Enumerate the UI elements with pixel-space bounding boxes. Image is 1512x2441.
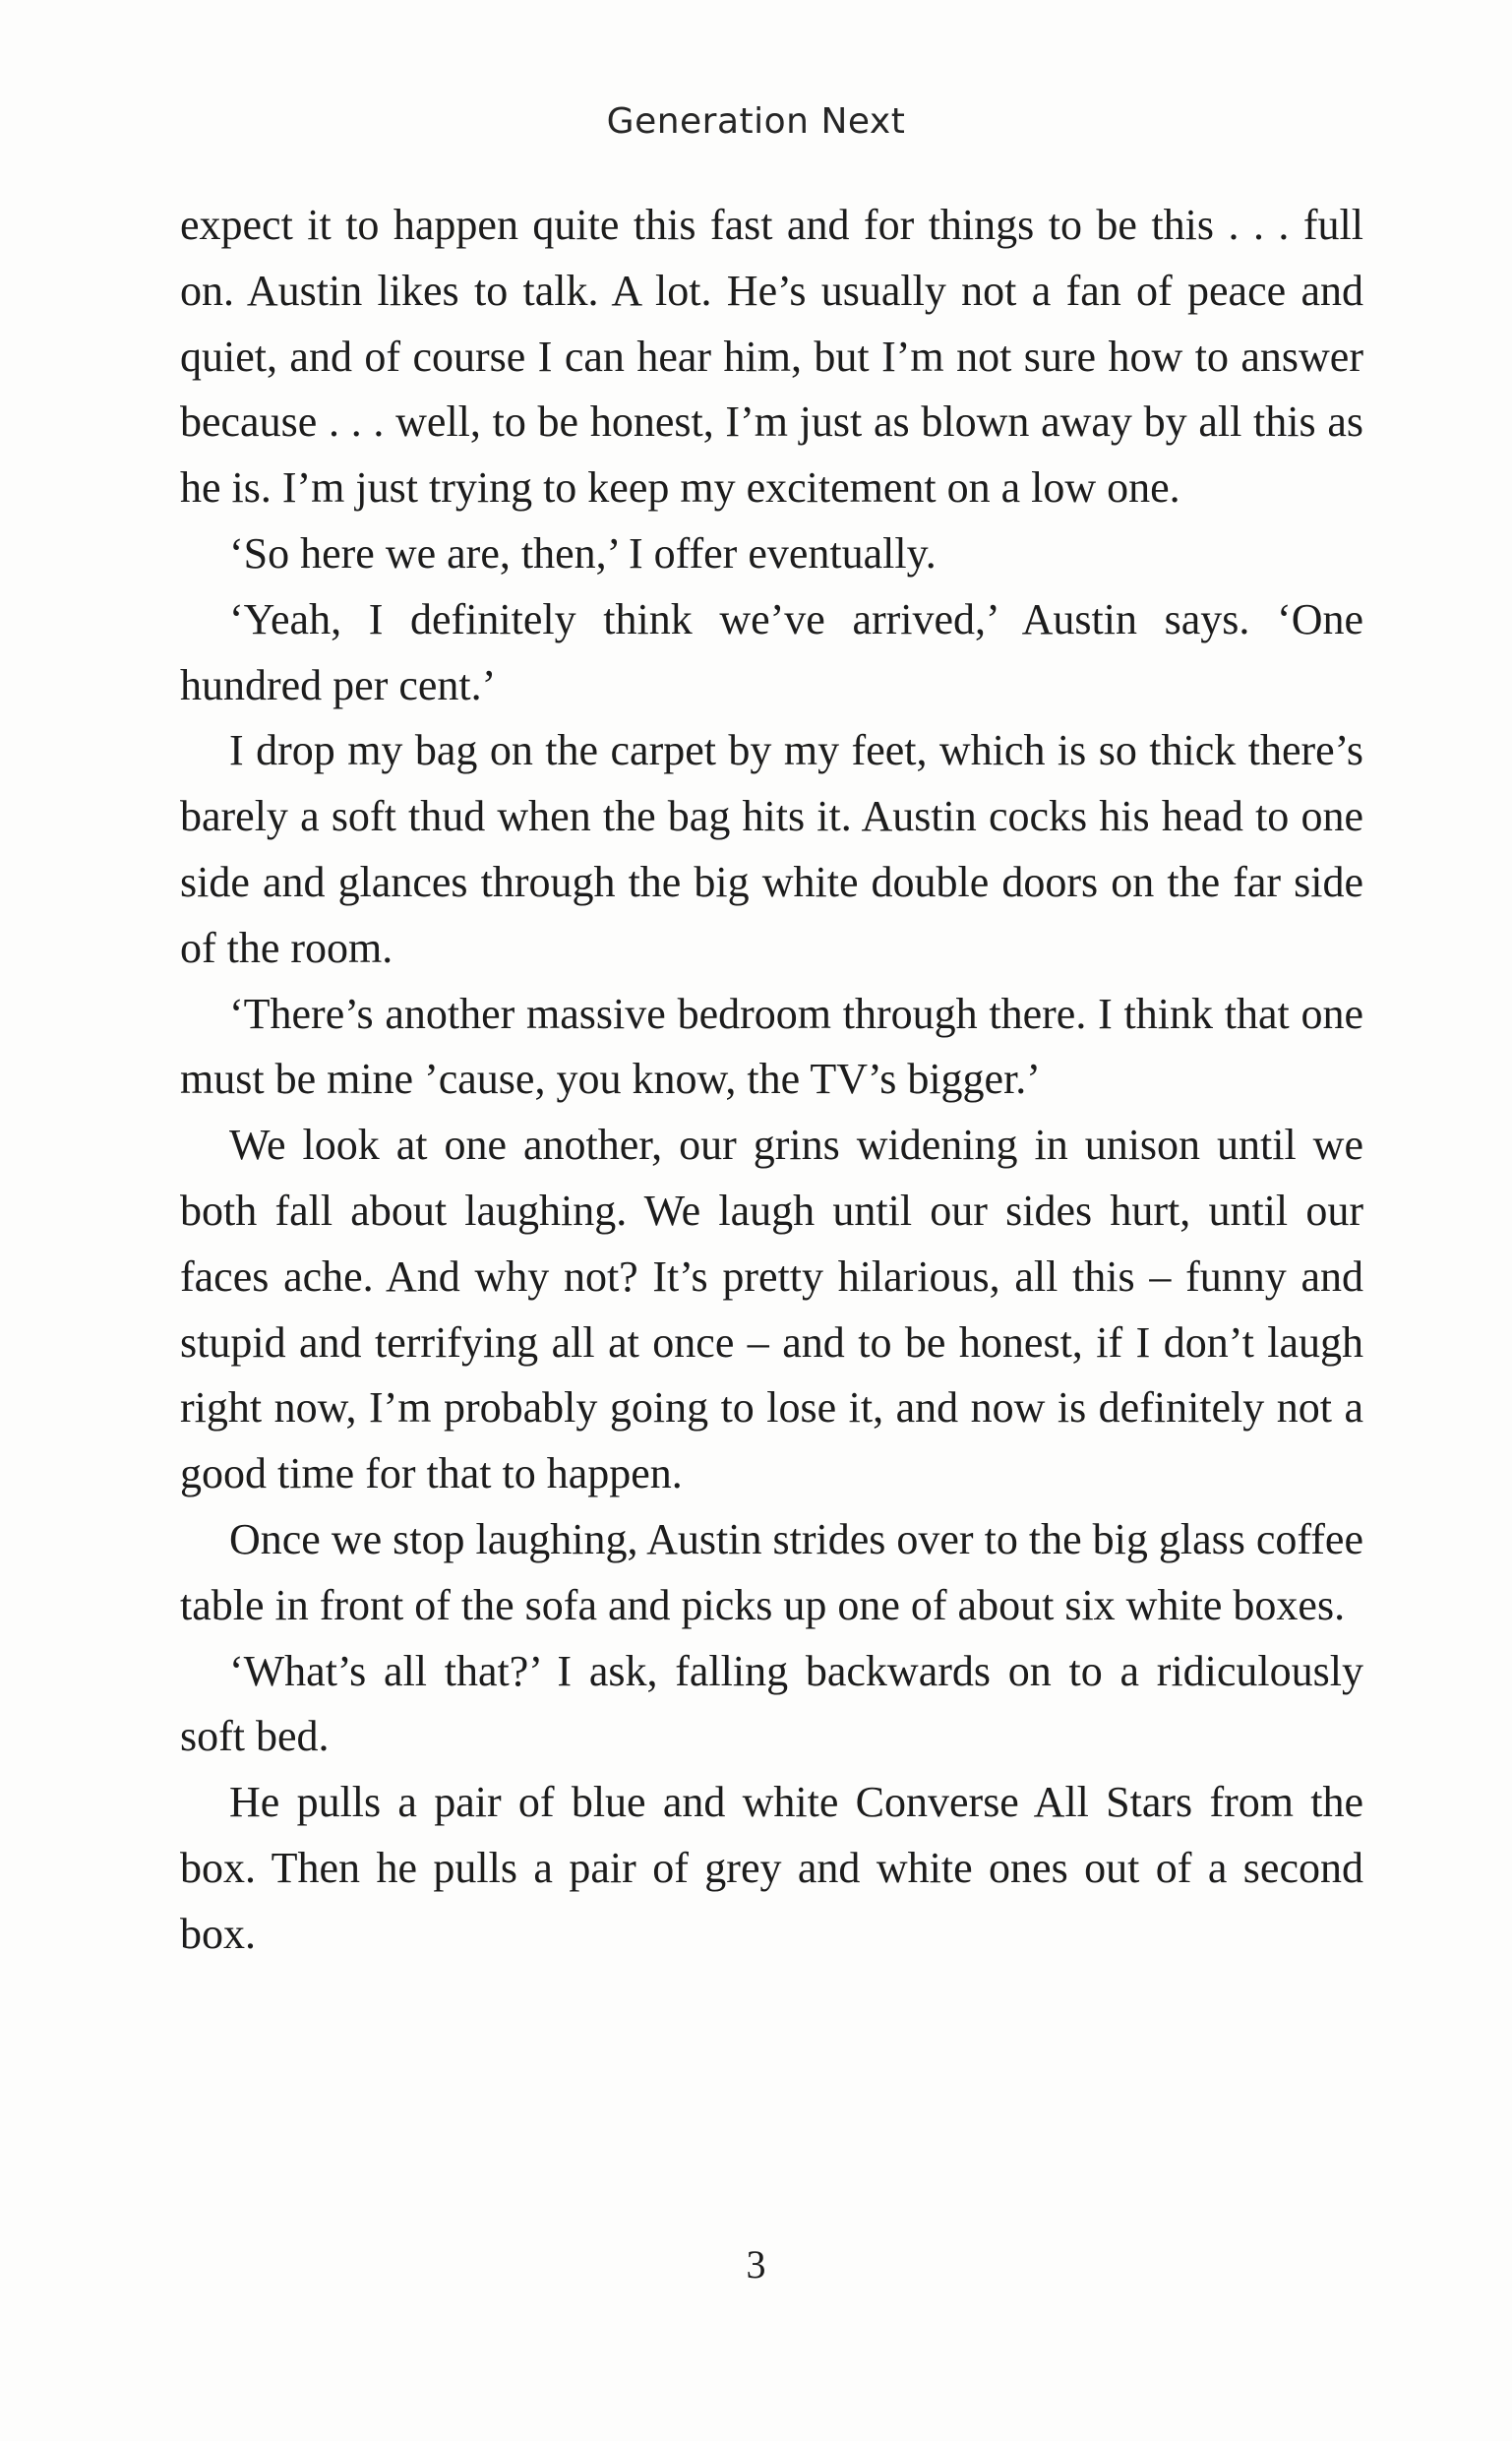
paragraph: ‘What’s all that?’ I ask, falling backwards on to a ridiculously soft bed. bbox=[180, 1646, 1363, 1761]
page-number: 3 bbox=[746, 2242, 766, 2287]
paragraph: I drop my bag on the carpet by my feet, which is so thick there’s barely a soft thud when the bag hits it. Austin cocks his head to one side and glances through the big white double doors on the far side of the room. bbox=[180, 726, 1363, 972]
paragraph: expect it to happen quite this fast and for things to be this . . . full on. Austin likes to talk. A lot. He’s usually not a fan of peace and quiet, and of course I can hear him, but I’m not sure how to answer because . . . well, to be honest, I’m just as blown away by all this as he is. I’m just trying to keep my excitement on a low one. bbox=[180, 201, 1363, 513]
body-text bbox=[180, 193, 1363, 1968]
paragraph: Once we stop laughing, Austin strides over to the big glass coffee table in front of the sofa and picks up one of about six white boxes. bbox=[180, 1514, 1363, 1629]
paragraph: ‘There’s another massive bedroom through there. I think that one must be mine ’cause, you know, the TV’s bigger.’ bbox=[180, 989, 1363, 1104]
paragraph: He pulls a pair of blue and white Converse All Stars from the box. Then he pulls a pair of grey and white ones out of a second box. bbox=[180, 1778, 1363, 1958]
paragraph: ‘Yeah, I definitely think we’ve arrived,’ Austin says. ‘One hundred per cent.’ bbox=[180, 594, 1363, 709]
running-head: Generation Next bbox=[606, 101, 906, 142]
paragraph: We look at one another, our grins widening in unison until we both fall about laughing. We laugh until our sides hurt, until our faces ache. And why not? It’s pretty hilarious, all this – funny and stupid and terrifying all at once – and to be honest, if I don’t laugh right now, I’m probably going to lose it, and now is definitely not a good time for that to happen. bbox=[180, 1121, 1363, 1498]
paragraph: ‘So here we are, then,’ I offer eventually. bbox=[229, 528, 937, 578]
